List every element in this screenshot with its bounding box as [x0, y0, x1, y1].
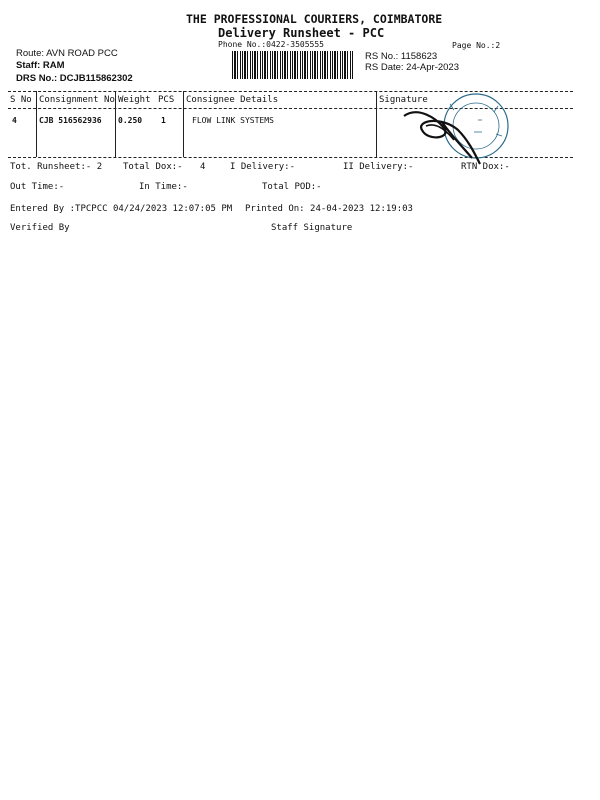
total-dox-value: 4	[200, 162, 206, 172]
total-pod: Total POD:-	[262, 182, 322, 192]
row-sno: 4	[12, 116, 17, 125]
out-time: Out Time:-	[10, 182, 65, 192]
column-header-weight: Weight	[118, 95, 151, 105]
rs-number: RS No.: 1158623	[365, 51, 438, 62]
verified-by: Verified By	[10, 223, 70, 233]
signature-icon	[398, 100, 488, 170]
company-title: THE PROFESSIONAL COURIERS, COIMBATORE	[186, 12, 443, 26]
entered-by: Entered By :TPCPCC 04/24/2023 12:07:05 PM	[10, 204, 233, 214]
row-consignment-no: CJB 516562936	[39, 116, 102, 125]
column-header-sno: S No	[10, 95, 32, 105]
document-subtitle: Delivery Runsheet - PCC	[218, 26, 385, 40]
rs-date: RS Date: 24-Apr-2023	[365, 62, 459, 73]
row-pcs: 1	[161, 116, 166, 125]
column-header-consignment: Consignment No	[39, 95, 115, 105]
in-time: In Time:-	[139, 182, 188, 192]
barcode-icon	[232, 51, 354, 79]
staff-signature: Staff Signature	[271, 223, 353, 233]
total-dox-label: Total Dox:-	[123, 162, 183, 172]
row-weight: 0.250	[118, 116, 143, 125]
second-delivery: II Delivery:-	[343, 162, 414, 172]
column-header-pcs: PCS	[158, 95, 175, 105]
phone-number: Phone No.:0422-3505555	[218, 40, 324, 49]
total-runsheet: Tot. Runsheet:- 2	[10, 162, 103, 172]
column-header-consignee: Consignee Details	[186, 95, 279, 105]
route-label: Route: AVN ROAD PCC	[16, 48, 118, 59]
drs-number: DRS No.: DCJB115862302	[16, 73, 133, 84]
column-divider	[183, 91, 184, 157]
column-divider	[115, 91, 116, 157]
printed-on: Printed On: 24-04-2023 12:19:03	[245, 204, 413, 214]
column-header-signature: Signature	[379, 95, 428, 105]
first-delivery: I Delivery:-	[230, 162, 296, 172]
column-divider	[376, 91, 377, 157]
column-divider	[36, 91, 37, 157]
rtn-dox: RTN Dox:-	[461, 162, 510, 172]
page-number: Page No.:2	[452, 41, 501, 50]
staff-label: Staff: RAM	[16, 60, 65, 71]
row-consignee: FLOW LINK SYSTEMS	[192, 116, 274, 125]
